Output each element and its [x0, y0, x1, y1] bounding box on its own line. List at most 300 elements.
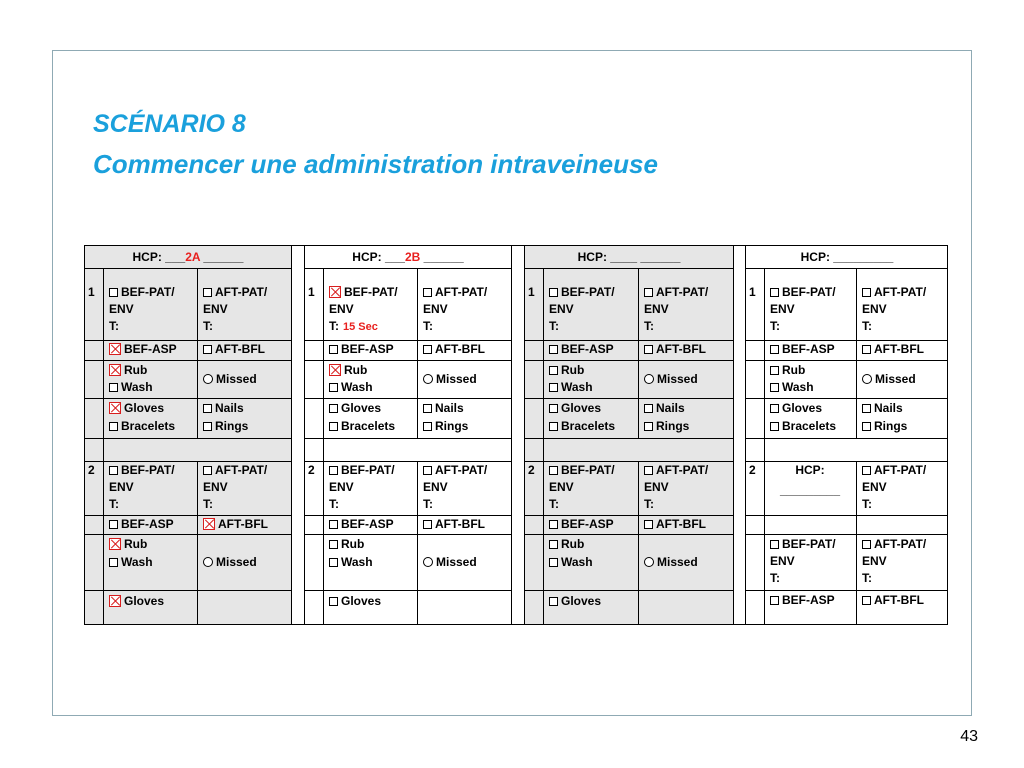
t-label: [109, 318, 119, 335]
env-label: ENV: [203, 302, 228, 316]
checkbox-icon[interactable]: [644, 404, 653, 413]
checked-box-icon[interactable]: [329, 286, 341, 298]
checkbox-icon[interactable]: [423, 520, 432, 529]
t-label: T:: [109, 319, 119, 333]
checkbox-icon[interactable]: [549, 288, 558, 297]
checkbox-icon[interactable]: [203, 288, 212, 297]
row-divider: [746, 438, 948, 439]
hcp-header: [85, 246, 291, 269]
bracelets-option: [770, 418, 836, 435]
wash-option: [549, 554, 593, 571]
row-divider: [525, 360, 733, 361]
aft-bfl-option: [862, 341, 924, 358]
bef-asp-label: BEF-ASP: [124, 342, 177, 356]
aft-pat-env-label: AFT-PAT/: [215, 463, 268, 477]
checkbox-icon[interactable]: [549, 345, 558, 354]
checkbox-icon[interactable]: [109, 383, 118, 392]
wash-option: [109, 554, 153, 571]
t-label: T:: [644, 319, 654, 333]
checked-box-icon[interactable]: [109, 364, 121, 376]
row-divider: [305, 534, 511, 535]
t-label: [423, 318, 433, 335]
bef-asp-option: [329, 516, 394, 533]
bef-pat-env-option: [329, 284, 398, 301]
radio-circle-icon[interactable]: [203, 557, 213, 567]
hcp-label: HCP: ___: [132, 250, 186, 264]
rub-option: [329, 362, 367, 379]
row-number: 1: [528, 285, 535, 299]
bef-pat-env-option: [329, 462, 395, 479]
bracelets-option: [109, 418, 175, 435]
missed-label: Missed: [657, 372, 698, 386]
row-divider: [525, 398, 733, 399]
gloves-option: [109, 400, 164, 417]
bracelets-label: Bracelets: [561, 419, 616, 433]
checkbox-icon[interactable]: [423, 466, 432, 475]
bef-pat-env-option: [770, 536, 836, 553]
checkbox-icon[interactable]: [644, 422, 653, 431]
checkbox-icon[interactable]: [770, 345, 779, 354]
checked-box-icon[interactable]: [203, 518, 215, 530]
checkbox-icon[interactable]: [329, 345, 338, 354]
checkbox-icon[interactable]: [862, 404, 871, 413]
slide-title: [93, 104, 658, 184]
checkbox-icon[interactable]: [549, 520, 558, 529]
aft-pat-env-option: [644, 462, 708, 479]
aft-pat-env-option: [862, 284, 926, 301]
checkbox-icon[interactable]: [549, 422, 558, 431]
aft-pat-env-label: AFT-PAT/: [435, 285, 488, 299]
nested-hcp-line: [776, 462, 844, 479]
rub-label: Rub: [341, 537, 365, 551]
missed-label: Missed: [436, 555, 477, 569]
missed-label: Missed: [657, 555, 698, 569]
aft-pat-env-label: AFT-PAT/: [874, 285, 927, 299]
aft-bfl-option: [423, 516, 485, 533]
t-label: [329, 496, 339, 513]
data-column-divider: [856, 461, 857, 624]
gloves-label: Gloves: [561, 594, 602, 608]
bef-pat-env-label: BEF-PAT/: [782, 285, 836, 299]
rub-label: Rub: [344, 363, 368, 377]
missed-option: [203, 554, 257, 571]
bef-pat-env-label: BEF-PAT/: [561, 285, 615, 299]
radio-circle-icon[interactable]: [862, 374, 872, 384]
number-column-divider: [764, 269, 765, 624]
env-label: ENV: [329, 302, 354, 316]
row-divider: [305, 398, 511, 399]
data-column-divider: [638, 269, 639, 438]
bef-asp-label: BEF-ASP: [782, 342, 835, 356]
aft-bfl-label: AFT-BFL: [435, 517, 485, 531]
radio-circle-icon[interactable]: [203, 374, 213, 384]
env-label: ENV: [770, 302, 795, 316]
t-label: [644, 496, 654, 513]
env-label: [770, 301, 795, 318]
page-number: 43: [960, 728, 978, 745]
rings-option: [644, 418, 689, 435]
data-column-divider: [638, 461, 639, 624]
env-label: ENV: [423, 302, 448, 316]
gloves-label: Gloves: [341, 401, 382, 415]
checkbox-icon[interactable]: [109, 466, 118, 475]
nails-label: Nails: [435, 401, 464, 415]
checkbox-icon[interactable]: [549, 540, 558, 549]
missed-option: [203, 371, 257, 388]
row-divider: [85, 398, 291, 399]
row-divider: [746, 515, 948, 516]
aft-bfl-label: AFT-BFL: [656, 342, 706, 356]
radio-circle-icon[interactable]: [423, 557, 433, 567]
checkbox-icon[interactable]: [644, 345, 653, 354]
rings-label: Rings: [874, 419, 908, 433]
t-label: [549, 318, 559, 335]
t-label: T:: [770, 571, 780, 585]
row-number: 2: [308, 463, 315, 477]
t-label: T:: [644, 497, 654, 511]
t-label: T:: [329, 497, 339, 511]
bef-asp-option: [109, 341, 177, 358]
t-label: T:: [862, 319, 872, 333]
missed-option: [423, 554, 477, 571]
data-column-divider: [197, 269, 198, 438]
bef-pat-env-option: [770, 284, 836, 301]
data-column-divider: [856, 269, 857, 438]
t-line: [329, 318, 378, 336]
wash-label: Wash: [341, 380, 373, 394]
nails-option: [644, 400, 685, 417]
env-label: [329, 301, 354, 318]
aft-bfl-label: AFT-BFL: [218, 517, 268, 531]
bef-asp-label: BEF-ASP: [561, 342, 614, 356]
checkbox-icon[interactable]: [549, 404, 558, 413]
env-label: ENV: [109, 480, 134, 494]
bef-asp-label: BEF-ASP: [561, 517, 614, 531]
hcp-label: HCP: ___: [352, 250, 405, 264]
wash-label: Wash: [561, 555, 593, 569]
checkbox-icon[interactable]: [423, 422, 432, 431]
checkbox-icon[interactable]: [644, 520, 653, 529]
row-number: 2: [528, 463, 535, 477]
radio-circle-icon[interactable]: [423, 374, 433, 384]
hcp-value[interactable]: 2A: [185, 250, 201, 264]
checkbox-icon[interactable]: [862, 596, 871, 605]
checked-box-icon[interactable]: [109, 538, 121, 550]
aft-pat-env-option: [203, 284, 267, 301]
checkbox-icon[interactable]: [549, 558, 558, 567]
checkbox-icon[interactable]: [329, 466, 338, 475]
checkbox-icon[interactable]: [329, 520, 338, 529]
rub-label: Rub: [782, 363, 806, 377]
aft-pat-env-option: [423, 462, 487, 479]
timer-value[interactable]: 15 Sec: [343, 321, 378, 333]
t-label: [770, 318, 780, 335]
nails-option: [862, 400, 903, 417]
aft-bfl-option: [644, 341, 706, 358]
bracelets-label: Bracelets: [341, 419, 396, 433]
row-divider: [85, 534, 291, 535]
bef-pat-env-option: [109, 284, 175, 301]
t-label: [770, 570, 780, 587]
bef-asp-option: [109, 516, 174, 533]
checkbox-icon[interactable]: [423, 288, 432, 297]
checked-box-icon[interactable]: [109, 343, 121, 355]
checkbox-icon[interactable]: [770, 404, 779, 413]
checkbox-icon[interactable]: [770, 366, 779, 375]
checkbox-icon[interactable]: [549, 366, 558, 375]
rings-option: [862, 418, 907, 435]
bef-asp-label: BEF-ASP: [121, 517, 174, 531]
gloves-option: [549, 593, 601, 610]
checkbox-icon[interactable]: [549, 597, 558, 606]
hcp-block-4: [746, 246, 948, 624]
checkbox-icon[interactable]: [770, 288, 779, 297]
aft-bfl-label: AFT-BFL: [874, 593, 924, 607]
env-label: ENV: [203, 480, 228, 494]
gloves-label: Gloves: [124, 401, 165, 415]
checkbox-icon[interactable]: [644, 288, 653, 297]
t-label: T:: [862, 497, 872, 511]
wash-option: [549, 379, 593, 396]
env-label: ENV: [862, 480, 887, 494]
aft-pat-env-option: [203, 462, 267, 479]
rub-option: [329, 536, 364, 553]
hcp-block-1: [85, 246, 291, 624]
bef-asp-label: BEF-ASP: [341, 517, 394, 531]
radio-circle-icon[interactable]: [644, 374, 654, 384]
t-label: [203, 496, 213, 513]
rings-option: [423, 418, 468, 435]
wash-option: [329, 554, 373, 571]
checked-box-icon[interactable]: [109, 595, 121, 607]
rings-label: Rings: [656, 419, 690, 433]
checkbox-icon[interactable]: [770, 596, 779, 605]
row-divider: [305, 590, 511, 591]
bracelets-option: [329, 418, 395, 435]
checkbox-icon[interactable]: [770, 383, 779, 392]
checkbox-icon[interactable]: [109, 558, 118, 567]
env-label: ENV: [644, 302, 669, 316]
aft-pat-env-label: AFT-PAT/: [656, 463, 709, 477]
row-divider: [746, 590, 948, 591]
column-gap: [511, 246, 525, 624]
t-label: [862, 570, 872, 587]
bracelets-label: Bracelets: [782, 419, 837, 433]
aft-bfl-label: AFT-BFL: [874, 342, 924, 356]
row-divider: [85, 438, 291, 439]
t-label: T:: [329, 319, 339, 333]
aft-pat-env-option: [644, 284, 708, 301]
rub-label: Rub: [124, 363, 148, 377]
env-label: [203, 479, 228, 496]
number-column-divider: [543, 269, 544, 624]
number-column-divider: [323, 269, 324, 624]
missed-label: Missed: [216, 372, 257, 386]
env-label: [770, 553, 795, 570]
checkbox-icon[interactable]: [329, 404, 338, 413]
env-label: [862, 479, 887, 496]
checkbox-icon[interactable]: [329, 558, 338, 567]
rub-option: [109, 536, 147, 553]
bef-asp-option: [770, 341, 835, 358]
hcp-header: [525, 246, 733, 269]
bef-asp-option: [549, 341, 614, 358]
checkbox-icon[interactable]: [862, 422, 871, 431]
checkbox-icon[interactable]: [862, 540, 871, 549]
t-label: [862, 496, 872, 513]
checkbox-icon[interactable]: [109, 520, 118, 529]
checkbox-icon[interactable]: [109, 422, 118, 431]
bef-asp-label: BEF-ASP: [782, 593, 835, 607]
number-column-divider: [103, 269, 104, 624]
hcp-header: [746, 246, 948, 269]
env-label: [203, 301, 228, 318]
checkbox-icon[interactable]: [644, 466, 653, 475]
rub-label: Rub: [561, 537, 585, 551]
t-label: T:: [423, 319, 433, 333]
hcp-label: HCP: _________: [800, 250, 894, 264]
t-label: [644, 318, 654, 335]
checkbox-icon[interactable]: [203, 345, 212, 354]
nails-option: [203, 400, 244, 417]
row-divider: [305, 360, 511, 361]
row-number: 2: [88, 463, 95, 477]
checkbox-icon[interactable]: [549, 383, 558, 392]
checkbox-icon[interactable]: [423, 345, 432, 354]
rub-option: [109, 362, 147, 379]
bef-asp-label: BEF-ASP: [341, 342, 394, 356]
bef-pat-env-label: BEF-PAT/: [782, 537, 836, 551]
missed-option: [644, 371, 698, 388]
checkbox-icon[interactable]: [329, 540, 338, 549]
checkbox-icon[interactable]: [862, 288, 871, 297]
env-label: [549, 479, 574, 496]
row-number: 1: [749, 285, 756, 299]
checkbox-icon[interactable]: [770, 540, 779, 549]
gloves-option: [329, 400, 381, 417]
env-label: [423, 479, 448, 496]
rub-option: [770, 362, 805, 379]
aft-pat-env-label: AFT-PAT/: [215, 285, 268, 299]
t-label: [549, 496, 559, 513]
rings-label: Rings: [435, 419, 469, 433]
row-number: 1: [308, 285, 315, 299]
column-gap: [291, 246, 305, 624]
t-label: T:: [549, 497, 559, 511]
bracelets-label: Bracelets: [121, 419, 176, 433]
hcp-label: HCP: ____ ______: [577, 250, 681, 264]
row-divider: [85, 360, 291, 361]
checkbox-icon[interactable]: [109, 288, 118, 297]
hcp-value[interactable]: 2B: [404, 250, 421, 264]
checked-box-icon[interactable]: [329, 364, 341, 376]
checkbox-icon[interactable]: [203, 422, 212, 431]
nested-hcp-blank: [776, 482, 844, 499]
checkbox-icon[interactable]: [770, 422, 779, 431]
checkbox-icon[interactable]: [329, 422, 338, 431]
aft-pat-env-label: AFT-PAT/: [874, 537, 927, 551]
bef-pat-env-label: BEF-PAT/: [561, 463, 615, 477]
env-label: [423, 301, 448, 318]
rings-option: [203, 418, 248, 435]
gloves-option: [549, 400, 601, 417]
radio-circle-icon[interactable]: [644, 557, 654, 567]
hcp-block-2: [305, 246, 511, 624]
hcp-block-3: [525, 246, 733, 624]
missed-label: Missed: [436, 372, 477, 386]
checkbox-icon[interactable]: [203, 466, 212, 475]
missed-label: Missed: [875, 372, 916, 386]
gloves-label: Gloves: [782, 401, 823, 415]
wash-option: [770, 379, 814, 396]
env-label: [109, 479, 134, 496]
t-label: [203, 318, 213, 335]
rub-label: Rub: [124, 537, 148, 551]
missed-option: [423, 371, 477, 388]
scenario-title: SCÉNARIO 8: [93, 110, 246, 138]
env-label: [109, 301, 134, 318]
missed-option: [862, 371, 916, 388]
row-number: 2: [749, 463, 756, 477]
aft-bfl-label: AFT-BFL: [215, 342, 265, 356]
env-label: ENV: [862, 302, 887, 316]
bef-asp-option: [329, 341, 394, 358]
env-label: ENV: [862, 554, 887, 568]
hcp-label: HCP:: [795, 463, 825, 477]
checkbox-icon[interactable]: [329, 597, 338, 606]
t-label: T:: [862, 571, 872, 585]
t-label: T:: [423, 497, 433, 511]
hcp-blank: ______: [200, 250, 244, 264]
hcp-header: [305, 246, 511, 269]
checkbox-icon[interactable]: [549, 466, 558, 475]
gloves-label: Gloves: [561, 401, 602, 415]
env-label: ENV: [549, 302, 574, 316]
data-column-divider: [417, 461, 418, 624]
row-divider: [525, 590, 733, 591]
checkbox-icon[interactable]: [203, 404, 212, 413]
env-label: [549, 301, 574, 318]
aft-pat-env-label: AFT-PAT/: [435, 463, 488, 477]
aft-bfl-option: [423, 341, 485, 358]
aft-pat-env-label: AFT-PAT/: [874, 463, 927, 477]
checkbox-icon[interactable]: [862, 345, 871, 354]
hand-hygiene-table: [84, 245, 948, 625]
t-label: T:: [770, 319, 780, 333]
aft-bfl-label: AFT-BFL: [435, 342, 485, 356]
t-label: T:: [549, 319, 559, 333]
gloves-label: Gloves: [124, 594, 165, 608]
row-number: 1: [88, 285, 95, 299]
checkbox-icon[interactable]: [862, 466, 871, 475]
t-label: [423, 496, 433, 513]
env-label: [644, 301, 669, 318]
env-label: [644, 479, 669, 496]
missed-label: Missed: [216, 555, 257, 569]
wash-option: [329, 379, 373, 396]
aft-pat-env-option: [862, 536, 926, 553]
checked-box-icon[interactable]: [109, 402, 121, 414]
checkbox-icon[interactable]: [329, 383, 338, 392]
row-divider: [85, 590, 291, 591]
rub-option: [549, 536, 584, 553]
bef-pat-env-label: BEF-PAT/: [344, 285, 398, 299]
rub-label: Rub: [561, 363, 585, 377]
bef-pat-env-option: [549, 284, 615, 301]
hcp-blank: ______: [420, 250, 464, 264]
checkbox-icon[interactable]: [423, 404, 432, 413]
t-label: T:: [109, 497, 119, 511]
